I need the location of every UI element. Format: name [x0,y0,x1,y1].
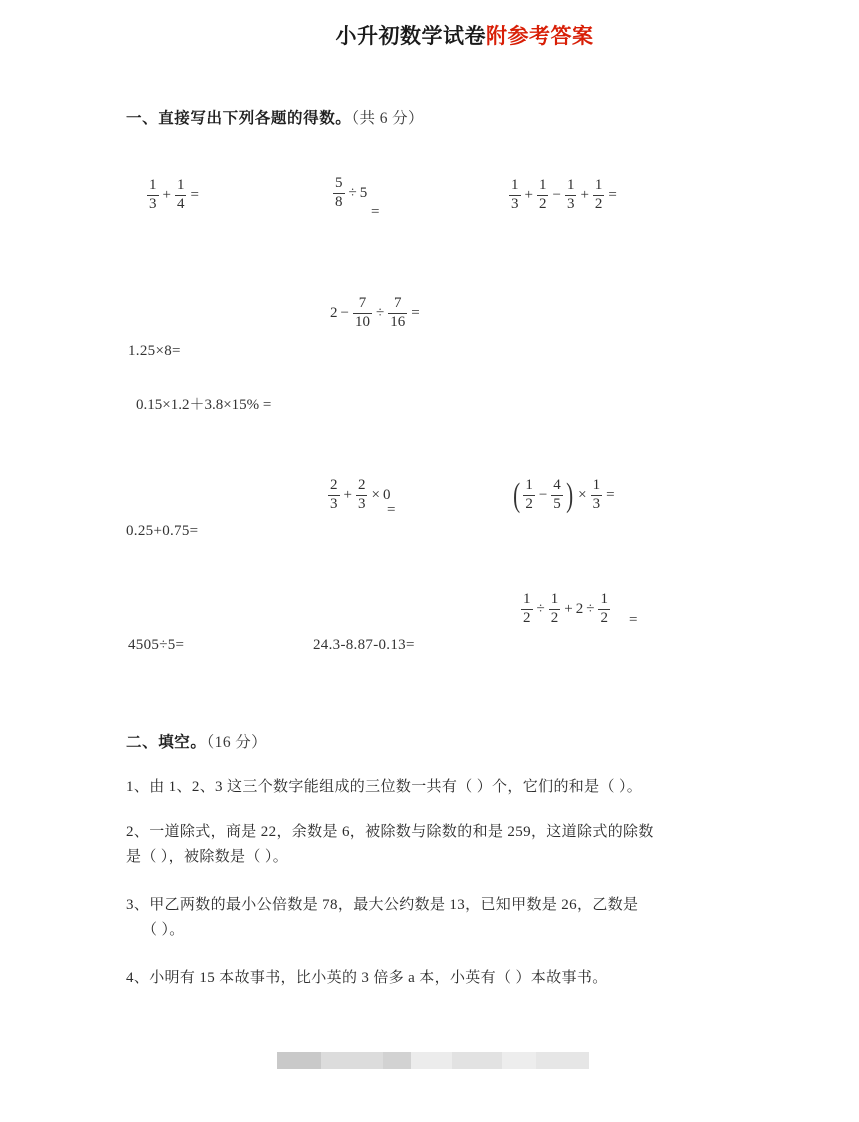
fill-in-question-1 [126,775,642,800]
redaction-block [321,1052,383,1069]
left-paren: ( [513,476,521,514]
expression-3 [508,178,620,213]
question-line: 4、小明有 15 本故事书，比小英的 3 倍多 a 本，小英有（ ）本故事书。 [126,970,608,986]
fraction: $\frac{1}{2}$ [538,177,547,212]
fraction: $\frac{1}{2}$ [523,591,531,626]
fraction: $\frac{2}{3}$ [357,477,366,512]
expression-12: 24.3-8.87-0.13= [313,637,415,653]
expression-2-equals: = [371,204,380,220]
fill-in-question-3 [126,893,638,943]
fraction: $\frac{1}{3}$ [511,177,519,212]
fraction: $\frac{7}{16}$ [390,295,406,330]
redacted-watermark [277,1052,589,1069]
operator: ÷ [586,600,595,617]
expression-11: 4505÷5= [128,637,185,653]
expression-8 [511,478,618,513]
operator: ÷ [536,600,545,617]
operator: × [371,486,380,503]
number: 2 [575,600,584,617]
expression-10-equals: = [629,612,638,628]
fraction: $\frac{4}{5}$ [553,477,561,512]
fill-in-question-4 [126,966,608,991]
fraction: $\frac{1}{2}$ [594,177,603,212]
redaction-block [536,1052,589,1069]
fraction: $\frac{1}{2}$ [550,591,559,626]
expression-4 [330,296,423,331]
expression-5: 1.25×8= [128,343,181,359]
section-heading-2-score: （16 分） [206,734,268,751]
expression-7 [327,478,390,513]
page-title [0,20,859,50]
operator: + [524,186,533,203]
section-heading-1 [126,106,424,128]
redaction-block [502,1052,536,1069]
redaction-block [452,1052,502,1069]
redaction-block [277,1052,321,1069]
fraction: $\frac{1}{2}$ [525,477,533,512]
operator: − [538,486,548,503]
equals-sign: = [608,186,617,203]
operator: + [343,486,352,503]
section-heading-2 [126,730,267,752]
page-title-red-part: 附参考答案 [486,24,594,48]
operator: + [162,186,171,203]
fill-in-question-2 [126,820,654,870]
fraction: $\frac{1}{3}$ [566,177,575,212]
expression-10 [520,592,611,627]
fraction: $\frac{1}{2}$ [600,591,608,626]
section-heading-1-score: （共 6 分） [351,110,424,127]
number: 2 [330,304,338,321]
question-line: 是（ ），被除数是（ ）。 [126,849,289,865]
expression-9: 0.25+0.75= [126,523,199,539]
number: 5 [359,184,368,201]
section-heading-1-main: 一、直接写出下列各题的得数。 [126,109,352,127]
question-line: 3、甲乙两数的最小公倍数是 78，最大公约数是 13，已知甲数是 26，乙数是 [126,897,639,913]
operator: ÷ [375,304,385,321]
operator: − [340,304,349,321]
section-heading-2-main: 二、填空。 [126,733,207,751]
fraction: $\frac{5}{8}$ [335,175,343,210]
expression-2 [332,176,367,211]
fraction: $\frac{1}{3}$ [592,477,601,512]
number: 0 [382,486,391,503]
redaction-block [383,1052,411,1069]
page-title-black-part: 小升初数学试卷 [335,24,486,48]
fraction: $\frac{7}{10}$ [354,295,370,330]
operator: − [552,186,561,203]
right-paren: ) [565,476,573,514]
equals-sign: = [190,186,199,203]
operator: + [580,186,589,203]
equals-sign: = [411,304,420,321]
fraction: $\frac{2}{3}$ [330,477,338,512]
question-line: 1、由 1、2、3 这三个数字能组成的三位数一共有（ ）个，它们的和是（ ）。 [126,779,643,795]
expression-6: 0.15×1.2＋3.8×15% = [136,397,272,413]
operator: ÷ [348,184,357,201]
fraction: $\frac{1}{4}$ [176,177,185,212]
question-line: 2、一道除式，商是 22，余数是 6，被除数与除数的和是 259，这道除式的除数 [126,824,654,840]
equals-sign: = [606,486,615,503]
operator: × [578,486,587,503]
fraction: $\frac{1}{3}$ [149,177,157,212]
redaction-block [411,1052,452,1069]
expression-1 [146,178,202,213]
question-line: （ ）。 [142,922,185,938]
operator: + [564,600,573,617]
expression-7-equals: = [387,502,396,518]
